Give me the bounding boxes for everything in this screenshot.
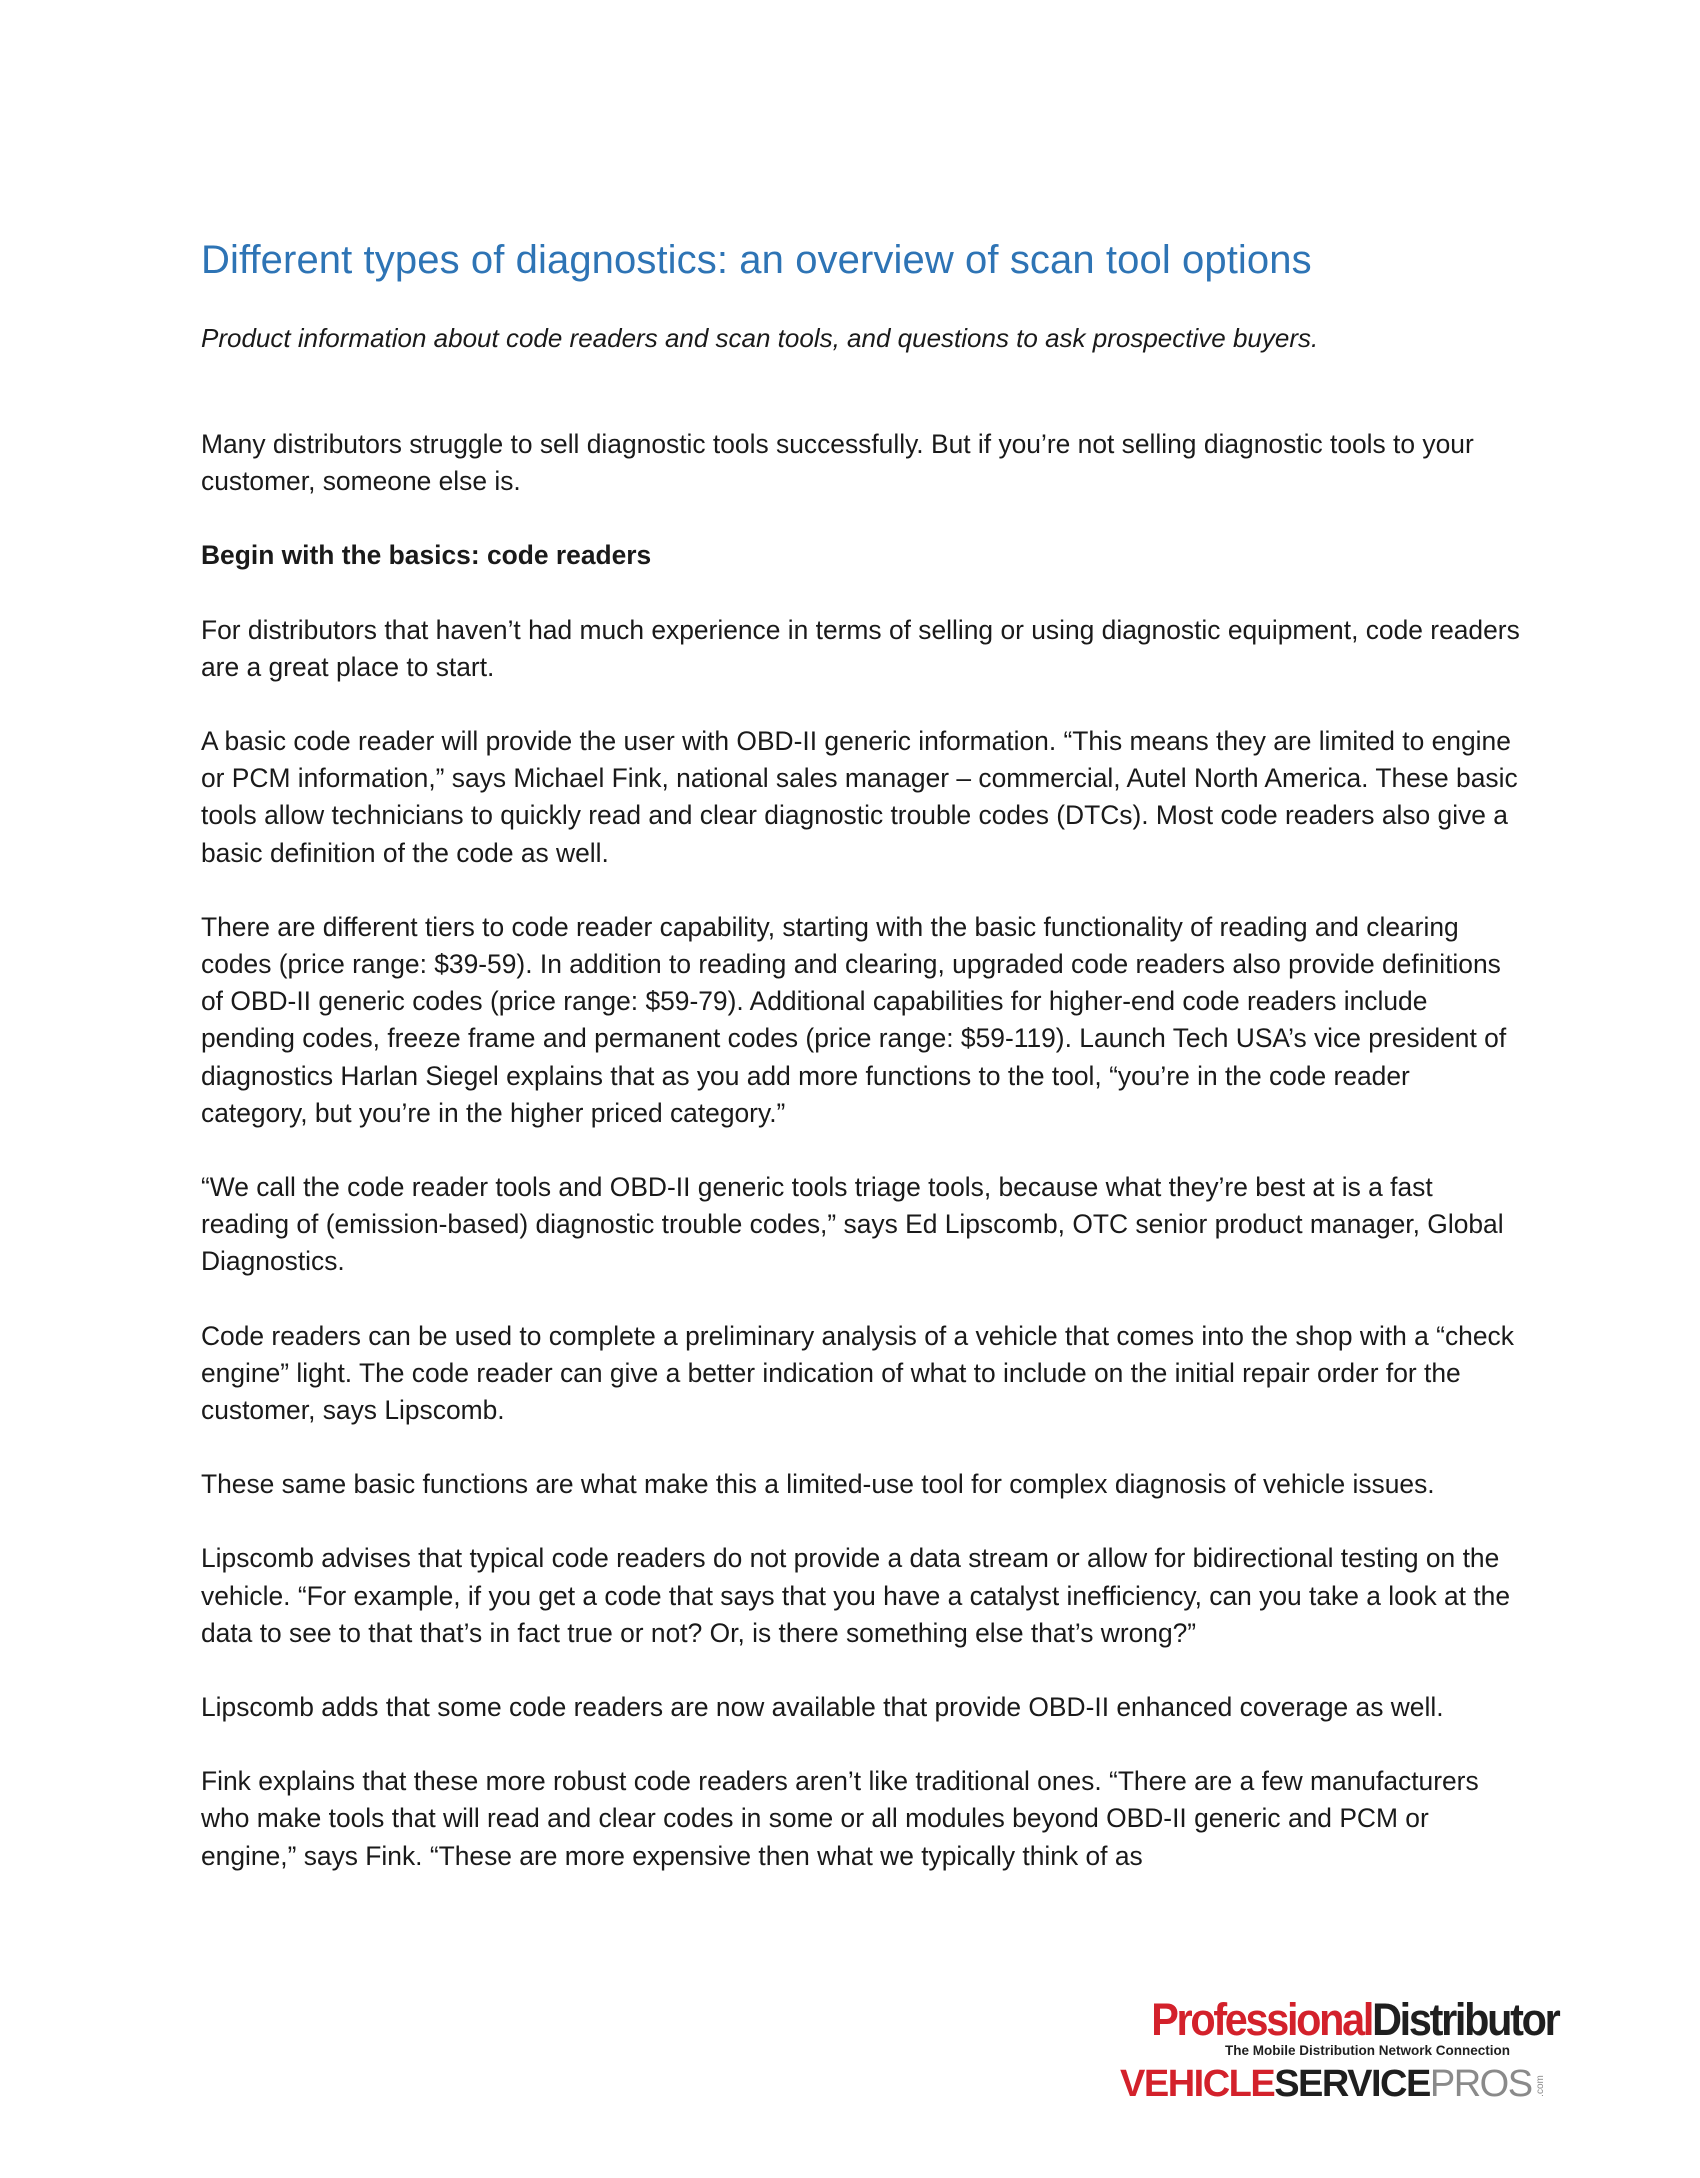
professional-distributor-logo xyxy=(1151,1994,1559,2045)
paragraph: There are different tiers to code reader capability, starting with the basic functionality of reading and clearing codes (price range: $39-59). In addition to reading and clearing, upgraded code readers also provide definitions of OBD-II generic codes (price range: $59-79). Additional capabilities for higher-end code readers include pending codes, freeze frame and permanent codes (price range: $59-119). Launch Tech USA’s vice president of diagnostics Harlan Siegel explains that as you add more functions to the tool, “you’re in the code reader category, but you’re in the higher priced category.” xyxy=(201,911,1507,1128)
logo-tagline: The Mobile Distribution Network Connection xyxy=(1225,2043,1510,2058)
logo-vsp-pros: PROS xyxy=(1429,2063,1532,2105)
paragraph: “We call the code reader tools and OBD-II generic tools triage tools, because what they’re best at is a fast reading of (emission-based) diagnostic trouble codes,” says Ed Lipscomb, OTC senior product manager, Global Diagnostics. xyxy=(201,1172,1504,1277)
logo-pd-professional: Professional xyxy=(1151,1994,1373,2045)
paragraph: Lipscomb adds that some code readers are now available that provide OBD-II enhanced coverage as well. xyxy=(201,1692,1444,1723)
paragraph: Code readers can be used to complete a preliminary analysis of a vehicle that comes into the shop with a “check engine” light. The code reader can give a better indication of what to include on the initial repair order for the customer, says Lipscomb. xyxy=(201,1320,1514,1426)
publisher-logo xyxy=(1120,1994,1559,2106)
paragraph: For distributors that haven’t had much experience in terms of selling or using diagnostic equipment, code readers are a great place to start. xyxy=(201,614,1520,682)
logo-vsp-vehicle: VEHICLE xyxy=(1120,2063,1275,2105)
article-title: Different types of diagnostics: an overview of scan tool options xyxy=(201,238,1312,282)
paragraph: Fink explains that these more robust code readers aren’t like traditional ones. “There are a few manufacturers who make tools that will read and clear codes in some or all modules beyond OBD-II generic and PCM or engine,” says Fink. “These are more expensive then what we typically think of as xyxy=(201,1766,1479,1871)
vehicle-service-pros-logo xyxy=(1120,2063,1546,2106)
logo-pd-distributor: Distributor xyxy=(1372,1994,1559,2045)
logo-vsp-com: .com xyxy=(1534,2075,1546,2097)
paragraph: These same basic functions are what make this a limited-use tool for complex diagnosis of vehicle issues. xyxy=(201,1469,1435,1500)
logo-vsp-service: SERVICE xyxy=(1274,2063,1430,2105)
section-heading: Begin with the basics: code readers xyxy=(201,540,652,571)
article-subtitle: Product information about code readers and scan tools, and questions to ask prospective buyers. xyxy=(201,323,1319,353)
article-body xyxy=(201,426,1521,1875)
paragraph: Lipscomb advises that typical code readers do not provide a data stream or allow for bidirectional testing on the vehicle. “For example, if you get a code that says that you have a catalyst inefficiency, can you take a look at the data to see to that that’s in fact true or not? Or, is there something else that’s wrong?” xyxy=(201,1543,1511,1648)
article xyxy=(201,232,1521,1912)
paragraph: Many distributors struggle to sell diagnostic tools successfully. But if you’re not selling diagnostic tools to your customer, someone else is. xyxy=(201,429,1474,497)
paragraph: A basic code reader will provide the user with OBD-II generic information. “This means they are limited to engine or PCM information,” says Michael Fink, national sales manager – commercial, Autel North America. These basic tools allow technicians to quickly read and clear diagnostic trouble codes (DTCs). Most code readers also give a basic definition of the code as well. xyxy=(201,726,1518,868)
